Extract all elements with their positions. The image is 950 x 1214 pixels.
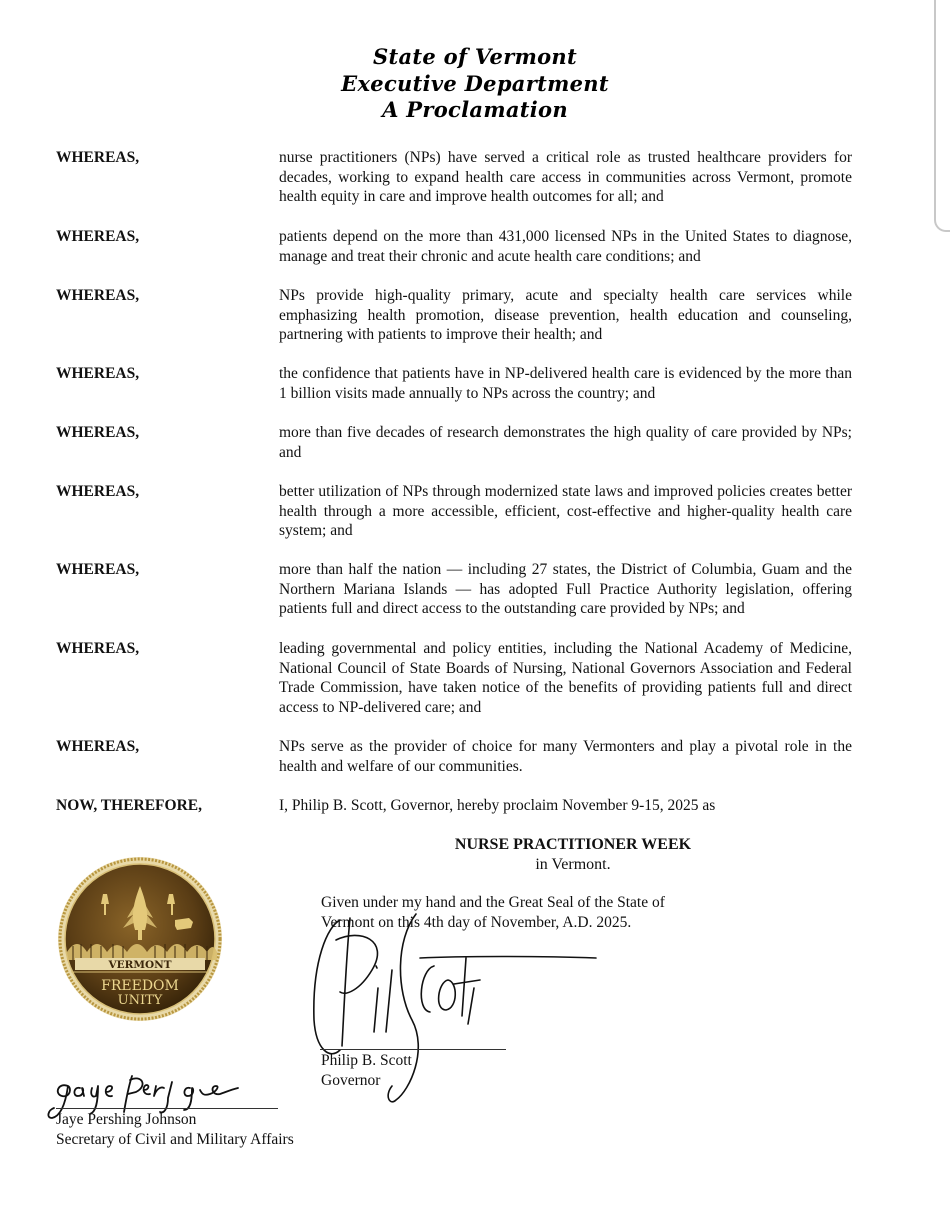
clause-text: the confidence that patients have in NP-delivered health care is evidenced by the more than 1 billion visits made annually to NPs across the country; and bbox=[279, 365, 852, 402]
clause-text: more than half the nation — including 27 states, the District of Columbia, Guam and the Northern Mariana Islands — has adopted Full Practice Authority legislation, offering patients full and direct access to the outstanding care provided by NPs; and bbox=[279, 561, 852, 618]
whereas-clause bbox=[56, 639, 852, 717]
great-seal-icon bbox=[57, 856, 223, 1022]
document-header bbox=[0, 44, 950, 124]
clause-text: NPs serve as the provider of choice for many Vermonters and play a pivotal role in the health and welfare of our communities. bbox=[279, 738, 852, 775]
governor-title: Governor bbox=[321, 1072, 381, 1089]
header-state: State of Vermont bbox=[373, 44, 577, 69]
header-proclamation: A Proclamation bbox=[382, 97, 568, 122]
whereas-clause bbox=[56, 286, 852, 345]
clause-label: WHEREAS, bbox=[56, 561, 140, 578]
whereas-clause bbox=[56, 423, 852, 462]
seal-unity-text: UNITY bbox=[117, 993, 163, 1008]
governor-name: Philip B. Scott bbox=[321, 1052, 412, 1069]
clause-text: NPs provide high-quality primary, acute and specialty health care services while emphasizing health promotion, disease prevention, health education and counseling, partnering with patients to improve their health; and bbox=[279, 287, 852, 344]
whereas-clause bbox=[56, 148, 852, 207]
clause-label: WHEREAS, bbox=[56, 228, 140, 245]
clause-label: WHEREAS, bbox=[56, 640, 140, 657]
clause-text: I, Philip B. Scott, Governor, hereby proclaim November 9-15, 2025 as bbox=[279, 797, 716, 814]
clause-label: WHEREAS, bbox=[56, 149, 140, 166]
clause-label: WHEREAS, bbox=[56, 365, 140, 382]
whereas-clause bbox=[56, 364, 852, 403]
clause-text: better utilization of NPs through modernized state laws and improved policies creates better health through a more accessible, efficient, cost-effective and higher-quality health care system; and bbox=[279, 483, 852, 540]
secretary-name: Jaye Pershing Johnson bbox=[56, 1111, 197, 1128]
governor-signature-line bbox=[320, 1049, 506, 1050]
clause-text: leading governmental and policy entities, including the National Academy of Medicine, National Council of State Boards of Nursing, National Governors Association and Federal Trade Commission, have taken notice of the benefits of providing patients full and direct access to NP-delivered care; and bbox=[279, 640, 852, 716]
proclamation-subtitle: in Vermont. bbox=[535, 856, 611, 873]
whereas-clause bbox=[56, 560, 852, 619]
whereas-clause bbox=[56, 482, 852, 541]
whereas-clause bbox=[56, 227, 852, 266]
secretary-signature-line bbox=[56, 1108, 278, 1109]
proclamation-title: NURSE PRACTITIONER WEEK bbox=[454, 836, 692, 853]
whereas-clause bbox=[56, 737, 852, 776]
seal-vermont-text: VERMONT bbox=[108, 959, 172, 971]
clause-label: WHEREAS, bbox=[56, 483, 140, 500]
now-therefore-clause bbox=[56, 796, 852, 816]
clause-text: more than five decades of research demonstrates the high quality of care provided by NPs; and bbox=[279, 424, 852, 461]
seal-freedom-text: FREEDOM bbox=[101, 978, 179, 994]
header-department: Executive Department bbox=[341, 70, 609, 96]
given-line-2: Vermont on this 4th day of November, A.D. 2025. bbox=[321, 913, 632, 931]
clause-text: nurse practitioners (NPs) have served a critical role as trusted healthcare providers for decades, working to expand health care access in communities across Vermont, promote health equity in care and improve health outcomes for all; and bbox=[279, 149, 852, 206]
clause-label: WHEREAS, bbox=[56, 287, 140, 304]
given-line-1: Given under my hand and the Great Seal of the State of bbox=[321, 894, 665, 911]
clause-label: WHEREAS, bbox=[56, 738, 140, 755]
secretary-title: Secretary of Civil and Military Affairs bbox=[56, 1131, 294, 1148]
clause-label: WHEREAS, bbox=[56, 424, 140, 441]
clause-text: patients depend on the more than 431,000 licensed NPs in the United States to diagnose, manage and treat their chronic and acute health care conditions; and bbox=[279, 228, 852, 265]
clause-label: NOW, THEREFORE, bbox=[56, 797, 202, 814]
